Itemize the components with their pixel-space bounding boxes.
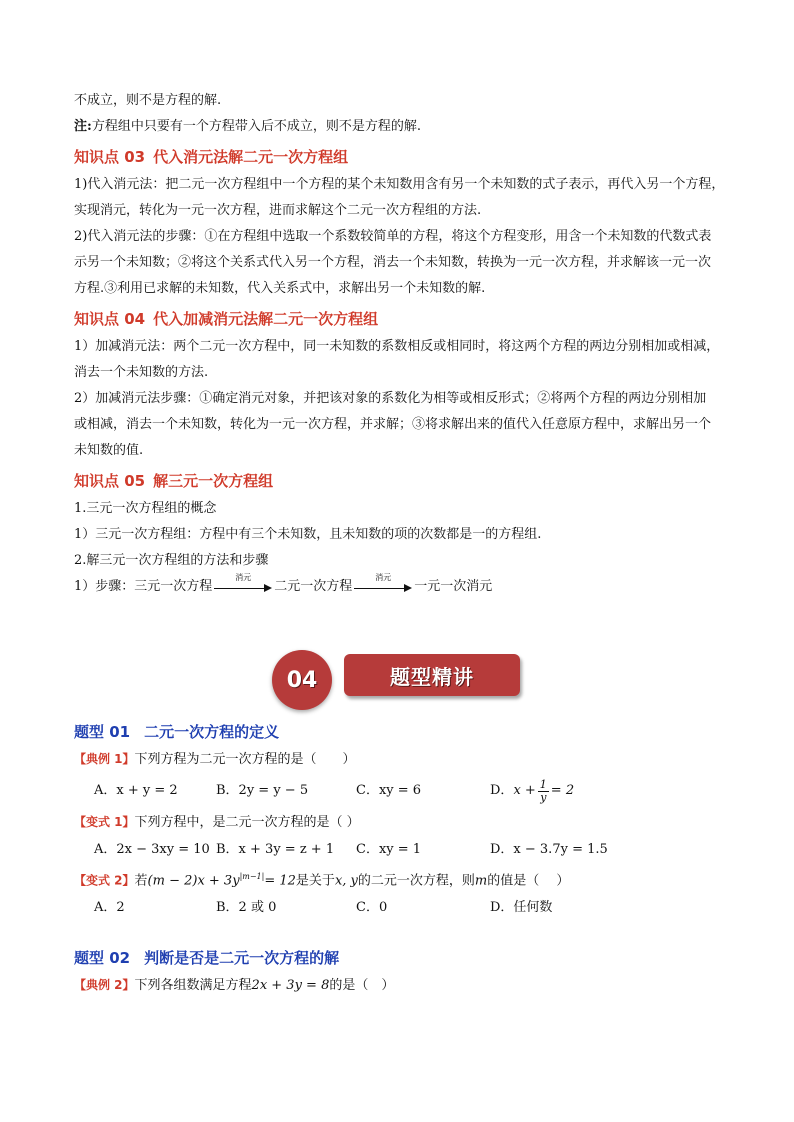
knowledge-point-05-heading	[74, 466, 734, 496]
kp03-label: 知识点 03	[74, 148, 146, 166]
arrow2-label: 消元	[375, 572, 392, 582]
fraction-denominator: y	[540, 790, 547, 804]
variant-2-exponent: |m−1|	[239, 872, 265, 881]
example-2-tag: 【典例 2】	[74, 978, 135, 993]
note-line	[74, 114, 734, 140]
variant-1-option-c[interactable]: C．xy = 1	[356, 842, 422, 857]
knowledge-point-04-heading	[74, 304, 734, 334]
kp04-p2-line1: 2）加减消元法步骤：①确定消元对象，并把该对象的系数化为相等或相反形式；②将两个方程的两边分别相加	[74, 391, 707, 406]
option-d-prefix: x +	[513, 783, 536, 798]
question-section	[74, 718, 734, 999]
variant-2-option-b[interactable]: B．2 或 0	[216, 900, 277, 916]
type02-title: 判断是否是二元一次方程的解	[144, 949, 340, 968]
elimination-arrow-1	[214, 572, 272, 597]
note-text: 方程组中只要有一个方程带入后不成立，则不是方程的解.	[91, 119, 421, 134]
example-1-options	[74, 777, 734, 805]
kp05-section-1-text: 1）三元一次方程组：方程中有三个未知数，且未知数的项的次数都是一的方程组.	[74, 527, 542, 542]
banner-number: 04	[286, 667, 318, 693]
kp04-paragraph-2	[74, 386, 734, 464]
knowledge-point-03-heading	[74, 142, 734, 172]
example-1-option-d[interactable]	[490, 777, 574, 805]
variant-2-pre: 若	[134, 873, 148, 889]
variant-1-options	[74, 836, 734, 864]
variant-1-tag: 【变式 1】	[74, 815, 135, 829]
arrow1-head-icon	[264, 584, 272, 592]
variant-1-option-b[interactable]: B．x + 3y = z + 1	[216, 842, 335, 857]
document-page	[74, 88, 734, 600]
type-02-heading	[74, 944, 734, 972]
variant-2-vars: x, y	[334, 873, 358, 889]
kp05-section-2: 2.解三元一次方程组的方法和步骤	[74, 553, 269, 568]
kp04-p2-line2: 或相减，消去一个未知数，转化为一元一次方程，并求解；③将求解出来的值代入任意原方程中，求解出另一个	[74, 417, 712, 432]
example-1-option-b[interactable]: B．2y = y − 5	[216, 783, 309, 798]
variant-2-m: m	[474, 873, 488, 889]
variant-2-option-c[interactable]: C．0	[356, 900, 388, 916]
kp04-p1-line1: 1）加减消元法：两个二元一次方程中，同一未知数的系数相反或相同时，将这两个方程的两边分别相加或相减，	[74, 339, 720, 354]
example-2-post: 的是（ ）	[329, 978, 395, 994]
example-2-pre: 下列各组数满足方程	[134, 978, 252, 994]
elimination-arrow-2	[354, 572, 412, 597]
kp03-p1-line2: 实现消元，转化为一元一次方程，进而求解这个二元一次方程组的方法.	[74, 203, 482, 218]
example-1-question	[74, 746, 734, 773]
kp04-paragraph-1	[74, 334, 734, 386]
kp03-title: 代入消元法解二元一次方程组	[153, 148, 349, 166]
steps-end: 一元一次消元	[414, 579, 493, 594]
kp03-p2-line1: 2)代入消元法的步骤：①在方程组中选取一个系数较简单的方程，将这个方程变形，用含一个未知数的代数式表	[74, 229, 712, 244]
kp05-steps	[74, 574, 734, 600]
kp04-p2-line3: 未知数的值.	[74, 443, 144, 458]
steps-middle: 二元一次方程	[274, 579, 353, 594]
example-1-option-a[interactable]: A．x + y = 2	[94, 783, 178, 798]
section-banner	[272, 650, 522, 710]
variant-2-equation-a: (m − 2)x + 3y	[147, 873, 240, 889]
kp05-section-1: 1.三元一次方程组的概念	[74, 501, 217, 516]
variant-2-options	[74, 894, 734, 922]
steps-prefix: 1）步骤：三元一次方程	[74, 579, 213, 594]
kp03-paragraph-1	[74, 172, 734, 224]
kp03-paragraph-2	[74, 224, 734, 302]
variant-1-text: 下列方程中，是二元一次方程的是（ ）	[134, 815, 360, 830]
example-2-question	[74, 972, 734, 999]
kp03-p2-line2: 示另一个未知数；②将这个关系式代入另一个方程，消去一个未知数，转换为一元一次方程，并求解该一元一次	[74, 255, 712, 270]
kp03-p1-line1: 1)代入消元法：把二元一次方程组中一个方程的某个未知数用含有另一个未知数的式子表示，再代入另一个方程，	[74, 177, 725, 192]
variant-2-equation-b: = 12	[264, 873, 296, 889]
arrow1-line	[214, 588, 266, 589]
arrow1-label: 消元	[235, 572, 252, 582]
variant-2-post: 的二元一次方程，则	[357, 873, 475, 889]
option-d-letter: D．	[490, 783, 514, 798]
banner-title: 题型精讲	[390, 664, 474, 689]
kp04-p1-line2: 消去一个未知数的方法.	[74, 365, 209, 380]
banner-title-bar	[344, 654, 520, 696]
variant-2-end: 的值是（ ）	[487, 873, 570, 889]
arrow2-head-icon	[404, 584, 412, 592]
kp05-label: 知识点 05	[74, 472, 146, 490]
variant-1-option-a[interactable]: A．2x − 3xy = 10	[94, 842, 210, 857]
variant-1-option-d[interactable]: D．x − 3.7y = 1.5	[490, 842, 608, 857]
example-2-equation: 2x + 3y = 8	[251, 978, 330, 994]
variant-2-question	[74, 864, 734, 894]
type02-label: 题型 02	[74, 949, 131, 968]
type-01-heading	[74, 718, 734, 746]
variant-2-mid: 是关于	[295, 873, 335, 889]
type01-label: 题型 01	[74, 723, 131, 741]
intro-line: 不成立，则不是方程的解.	[74, 93, 222, 108]
kp05-title: 解三元一次方程组	[153, 472, 274, 490]
example-1-tag: 【典例 1】	[74, 752, 135, 766]
type01-title: 二元一次方程的定义	[144, 723, 280, 741]
variant-2-option-a[interactable]: A．2	[94, 900, 125, 916]
example-1-text: 下列方程为二元一次方程的是（ ）	[134, 752, 356, 767]
option-d-fraction	[538, 779, 549, 804]
banner-number-badge	[272, 650, 332, 710]
kp04-label: 知识点 04	[74, 310, 146, 328]
variant-2-option-d[interactable]: D．任何数	[490, 900, 553, 916]
note-label: 注:	[74, 119, 92, 134]
variant-1-question	[74, 809, 734, 836]
kp03-p2-line3: 方程.③利用已求解的未知数，代入关系式中，求解出另一个未知数的解.	[74, 281, 486, 296]
variant-2-tag: 【变式 2】	[74, 873, 135, 888]
option-d-suffix: = 2	[550, 783, 575, 798]
example-1-option-c[interactable]: C．xy = 6	[356, 783, 422, 798]
fraction-numerator: 1	[539, 777, 547, 791]
arrow2-line	[354, 588, 406, 589]
kp04-title: 代入加减消元法解二元一次方程组	[153, 310, 379, 328]
